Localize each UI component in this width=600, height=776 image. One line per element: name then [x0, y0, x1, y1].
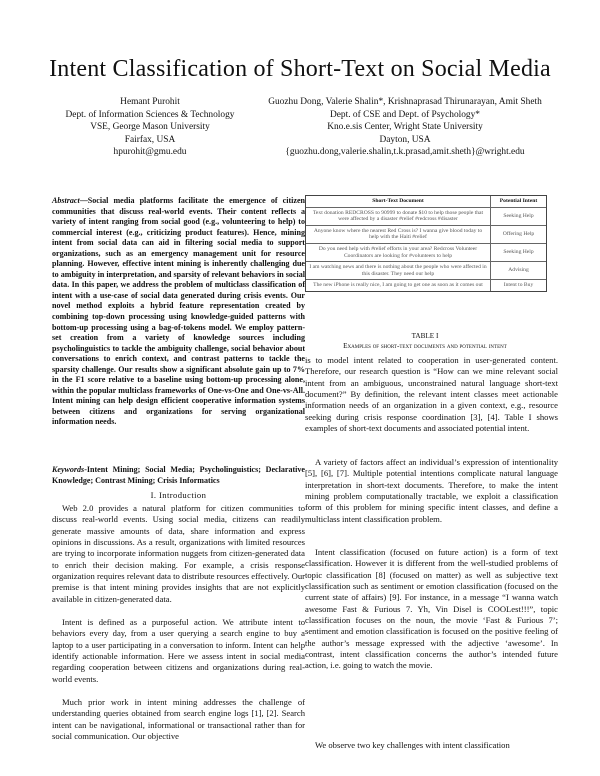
author-block-1	[40, 96, 260, 159]
keywords-label: Keywords	[52, 465, 85, 474]
author-line: VSE, George Mason University	[90, 122, 210, 133]
right-paragraph-3: Intent classification (focused on future action) is a form of text classification. However it is different from the well-studied problems of topic classification [8] (focused on matter) as well as subjective text classification such as sentiment or emotion classification (focused on the current state of affairs) [9]. For instance, in a message “I wanna watch awesome Fast & Furious 7. Yh, Vin Disel is COOLest!!!”, topic classification focuses on the noun, the movie ‘Fast & Furious 7’; sentiment and emotion classification is focused on the positive feeling of the author’s message expressed with the adjective ‘awesome’. In contrast, intent classification concerns the author’s intended future action, i.e. going to watch the movie.	[305, 547, 558, 671]
table-row	[306, 243, 546, 261]
right-paragraph-1: is to model intent related to cooperation in user-generated content. Therefore, our research question is “How can we mine relevant social intent from an ambiguous, unconstrained natural language short-text document?” By definition, the relevant intent classes meet actionable information needs of an organization in a given context, e.g., resource seeking during crisis response coordination [3], [4]. Table I shows examples of short-text documents and associated potential intent.	[305, 355, 558, 434]
right-paragraph-2: A variety of factors affect an individual’s expression of intentionality [5], [6], [7]. Multiple potential intentions complicate natural language interpretation in short-text documents. Therefore, to make the intent mining problem computationally tractable, we exploit a classification form of this problem for mining specific intent classes, and define a multiclass intent classification problem.	[305, 457, 558, 524]
table-caption-text: Examples of short-text documents and potential intent	[343, 341, 507, 350]
table-row	[306, 279, 546, 291]
keywords-text: -Intent Mining; Social Media; Psycholinguistics; Declarative Knowledge; Contrast Mining; Crisis Informatics	[52, 465, 305, 485]
author-block-2	[250, 96, 560, 159]
table-cell-intent: Seeking Help	[503, 249, 534, 256]
table-cell-intent: Seeking Help	[503, 212, 534, 219]
abstract-label: Abstract	[52, 196, 80, 205]
table-header-doc: Short-Text Document	[306, 196, 491, 207]
table-row	[306, 225, 546, 243]
intro-paragraph-1: Web 2.0 provides a natural platform for citizen communities to discuss real-world events. Using social media, citizens can readily generate massive amounts of data, share information and express opinions in discussions. As a result, organizations with limited resources are trying to incorporate information nuggets from citizen-generated data to enrich their decision making. For example, a crisis response organization requires relevant data to distribute resources effectively. Our premise is that intent mining provides insights that are not explicitly available in citizen-generated data.	[52, 503, 305, 604]
examples-table	[305, 195, 547, 292]
table-cell-intent: Offering Help	[502, 231, 535, 238]
table-caption-number: TABLE I	[411, 332, 439, 340]
author-line: Kno.e.sis Center, Wright State University	[327, 122, 483, 133]
author-line: Hemant Purohit	[120, 97, 180, 107]
table-cell-doc: Anyone know where the nearest Red Cross is? I wanna give blood today to help with the Haiti #relief	[306, 226, 491, 243]
intro-paragraph-3: Much prior work in intent mining addresses the challenge of understanding queries obtained from search engine logs [1], [2]. Search intent can be navigational, informational or transactional rather than for social communication. Our objective	[52, 697, 305, 742]
author-email: {guozhu.dong,valerie.shalin,t.k.prasad,amit.sheth}@wright.edu	[285, 147, 525, 158]
table-cell-doc: Text donation REDCROSS to 90999 to donate $10 to help those people that were affected by a disaster #relief #redcross #disaster	[306, 208, 491, 225]
table-row	[306, 207, 546, 225]
author-line: Dayton, USA	[379, 134, 431, 145]
author-line: Dept. of Information Sciences & Technology	[65, 109, 235, 120]
author-email: hpurohit@gmu.edu	[113, 147, 187, 158]
table-cell-doc: I am watching news and there is nothing about the people who were affected in this disaster. They need our help	[306, 262, 491, 279]
abstract	[52, 196, 305, 428]
paper-title: Intent Classification of Short-Text on Social Media	[49, 56, 551, 82]
intro-paragraph-2: Intent is defined as a purposeful action. We attribute intent to behaviors every day, from a user querying a search engine to buy a laptop to a user participating in a conversation to inform. Intent can help identify actionable information. Here we assess intent in social media regarding cooperation between citizens and organizations during real-world events.	[52, 617, 305, 684]
keywords	[52, 465, 305, 486]
author-line: Dept. of CSE and Dept. of Psychology*	[330, 109, 480, 120]
section-heading: I. Introduction	[150, 490, 207, 500]
table-row	[306, 261, 546, 279]
table-caption	[305, 332, 545, 351]
author-line: Fairfax, USA	[124, 134, 176, 145]
table-cell-doc: Do you need help with #relief efforts in your area? Redcross Volunteer Coordinators are looking for #volunteers to help	[306, 244, 491, 261]
right-paragraph-4: We observe two key challenges with intent classification	[315, 740, 510, 750]
table-cell-intent: Advising	[508, 267, 529, 274]
table-header-row	[306, 196, 546, 207]
table-header-intent: Potential Intent	[499, 198, 538, 204]
abstract-text: —Social media platforms facilitate the emergence of citizen communities that discuss real-world events. Their content reflects a variety of intent ranging from social good (e.g., volunteering to help) to commercial interest (e.g., criticizing product features). Hence, mining intent from social data can aid in filtering social media to support organizations, such as an emergency management unit for resource planning. However, effective intent mining is inherently challenging due to ambiguity in interpretation, and sparsity of relevant behaviors in social data. In this paper, we address the problem of multiclass classification of intent with a use-case of social data generated during crisis events. Our novel method exploits a hybrid feature representation created by combining top-down processing using knowledge-guided patterns with bottom-up processing using a bag-of-tokens model. We employ pattern-set creation from a variety of knowledge sources including psycholinguistics to tackle the ambiguity challenge, social behavior about conversations to enrich context, and contrast patterns to tackle the sparsity challenge. Our results show a significant absolute gain up to 7% in the F1 score relative to a baseline using bottom-up processing alone, within the popular multiclass frameworks of One-vs-One and One-vs-All. Intent mining can help design efficient cooperative information systems between citizens and organizations for serving organizational information needs.	[52, 196, 305, 427]
table-cell-intent: Intent to Buy	[503, 282, 534, 289]
table-cell-doc: The new iPhone is really nice, I am going to get one as soon as it comes out	[306, 280, 491, 291]
author-line: Guozhu Dong, Valerie Shalin*, Krishnaprasad Thirunarayan, Amit Sheth	[268, 97, 542, 107]
